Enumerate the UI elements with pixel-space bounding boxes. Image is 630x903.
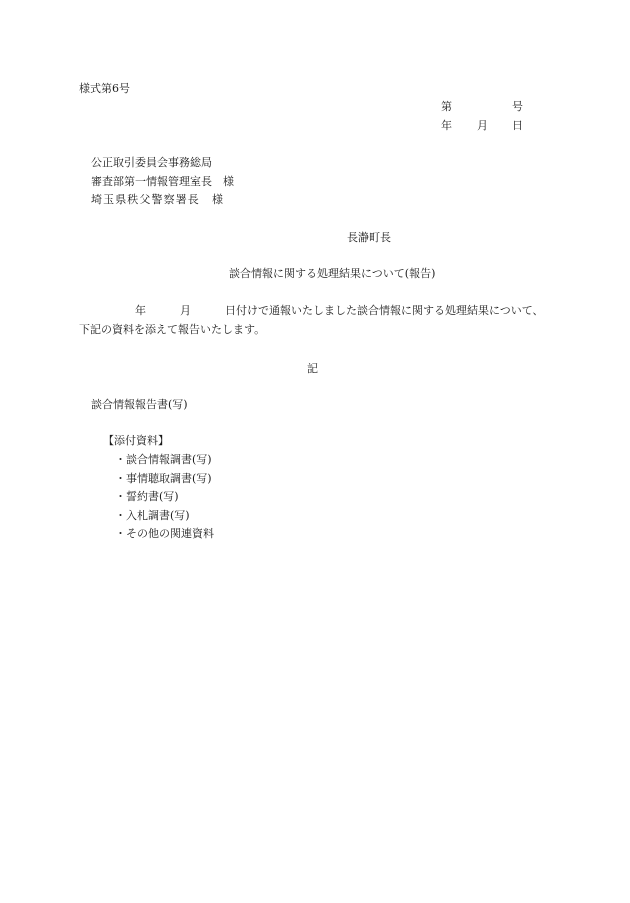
addressee-line-2: 審査部第一情報管理室長 様 [91, 175, 234, 188]
document-title: 談合情報に関する処理結果について(報告) [229, 267, 436, 280]
report-item: 談合情報報告書(写) [91, 398, 188, 411]
body-year-label: 年 [135, 304, 146, 317]
date-day-label: 日 [512, 119, 523, 132]
doc-number-suffix: 号 [512, 100, 523, 113]
doc-number-label: 第 [441, 100, 452, 113]
date-month-label: 月 [477, 119, 488, 132]
body-line-1-text: 日付けで通報いたしました談合情報に関する処理結果について、 [225, 304, 544, 317]
addressee-line-1: 公正取引委員会事務総局 [91, 156, 212, 169]
date-year-label: 年 [441, 119, 452, 132]
attachments-heading: 【添付資料】 [103, 434, 169, 447]
addressee-line-3: 埼玉県秩父警察署長 様 [91, 193, 225, 206]
body-line-1 [79, 304, 544, 318]
attachment-item: ・誓約書(写) [115, 490, 179, 504]
body-line-2: 下記の資料を添えて報告いたします。 [79, 323, 266, 336]
attachment-item: ・入札調書(写) [115, 508, 190, 522]
sender-name: 長瀞町長 [347, 231, 391, 244]
attachment-item: ・事情聴取調書(写) [115, 471, 212, 485]
ki-heading: 記 [307, 362, 318, 375]
attachment-item: ・談合情報調書(写) [115, 453, 212, 466]
form-number: 様式第6号 [79, 82, 130, 95]
body-month-label: 月 [180, 304, 191, 317]
attachment-item: ・その他の関連資料 [115, 527, 214, 541]
